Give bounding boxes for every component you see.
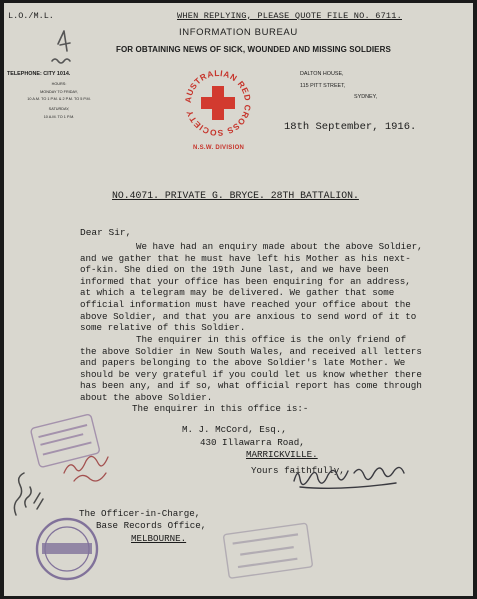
paragraph-line: about the above Soldier. <box>80 391 213 403</box>
enquirer-intro: The enquirer in this office is:- <box>132 403 309 414</box>
letter-subject: NO.4071. PRIVATE G. BRYCE. 28TH BATTALION. <box>112 190 359 201</box>
paragraph-line: of-kin. She died on the 19th June last, and we have been <box>80 264 389 276</box>
address-line-3: SYDNEY, <box>354 94 377 100</box>
letter-date: 18th September, 1916. <box>284 121 417 133</box>
paragraph-line: The enquirer in this office is the only friend of <box>136 334 407 345</box>
bureau-title: INFORMATION BUREAU <box>179 27 298 38</box>
paragraph-line: above Soldier, and that you are anxious to send word of it to <box>80 310 417 322</box>
address-line-2: 115 PITT STREET, <box>300 83 346 89</box>
file-reference: L.O./M.L. <box>8 11 54 21</box>
paragraph-line: We have had an enquiry made about the above Soldier, <box>136 241 423 252</box>
hours-saturday-day: SATURDAY, <box>48 107 70 111</box>
paragraph-line: official information must have reached your office about the <box>80 298 411 310</box>
pencil-mark <box>52 31 70 63</box>
paragraph-line: some relative of this Soldier. <box>80 322 246 334</box>
enquirer-suburb: MARRICKVILLE. <box>246 449 318 460</box>
emblem-text: AUSTRALIAN RED CROSS SOCIETY <box>182 67 254 139</box>
quote-file-line: WHEN REPLYING, PLEASE QUOTE FILE NO. 6711. <box>177 11 402 21</box>
signature <box>294 467 404 488</box>
bureau-purpose: FOR OBTAINING NEWS OF SICK, WOUNDED AND MISSING SOLDIERS <box>116 45 391 54</box>
address-line-1: DALTON HOUSE, <box>300 71 344 77</box>
enquirer-street: 430 Illawarra Road, <box>200 437 305 448</box>
paragraph-line: at which a telegram may be delivered. We gather that some <box>80 287 395 299</box>
hours-weekday-days: MONDAY TO FRIDAY, <box>40 90 78 94</box>
hours-saturday-times: 10 A.M. TO 1 P.M. <box>43 115 75 119</box>
signoff: Yours faithfully, <box>251 465 345 476</box>
hours-weekday-times: 10 A.M. TO 1 P.M. & 2 P.M. TO 5 P.M. <box>27 97 91 101</box>
paragraph-line: the above Soldier in New South Wales, and received all letters <box>80 345 422 357</box>
recipient-city: MELBOURNE. <box>131 533 187 544</box>
letter-sheet <box>4 3 473 596</box>
base-records-round-stamp <box>37 519 97 579</box>
paragraph-line: and papers belonging to the above Soldier's late Mother. We <box>80 357 406 369</box>
paragraph-line: informed that your office has been enquiring for an address, <box>80 275 411 287</box>
paragraph-line: and we gather that he must have left his Mother as his next- <box>80 252 411 264</box>
recipient-organisation: Base Records Office, <box>96 520 207 531</box>
annotations-overlay <box>4 3 473 596</box>
correspondence-stamp <box>30 414 100 468</box>
paragraph-line: should be very grateful if you could let us know whether there <box>80 368 422 380</box>
hours-title: HOURS: <box>51 82 67 86</box>
paragraph-line: has been any, and if so, what official report has come through <box>80 380 422 392</box>
recipient-title: The Officer-in-Charge, <box>79 508 201 519</box>
division-label: N.S.W. DIVISION <box>193 145 245 151</box>
enquirer-name: M. J. McCord, Esq., <box>182 424 287 435</box>
received-stamp <box>223 523 312 578</box>
salutation: Dear Sir, <box>80 227 132 238</box>
vertical-pencil-note <box>14 473 43 515</box>
telephone-line: TELEPHONE: CITY 1014. <box>7 71 71 77</box>
